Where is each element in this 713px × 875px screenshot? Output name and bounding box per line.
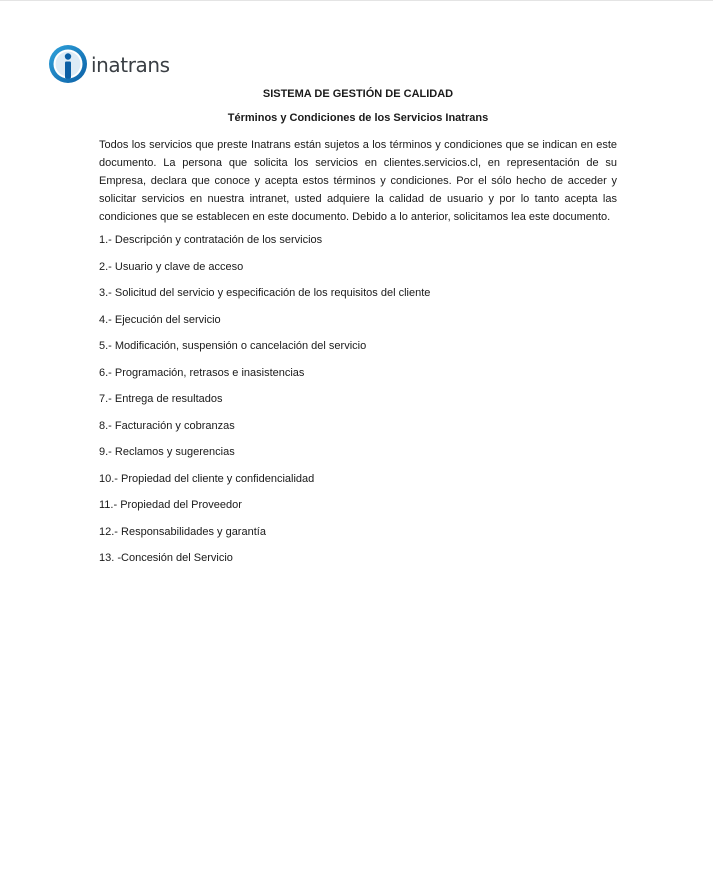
section-item: 4.- Ejecución del servicio — [99, 313, 221, 326]
section-item: 2.- Usuario y clave de acceso — [99, 260, 244, 273]
section-item: 5.- Modificación, suspensión o cancelación del servicio — [99, 340, 367, 352]
document-body — [99, 84, 617, 577]
section-item: 8.- Facturación y cobranzas — [99, 419, 235, 432]
section-item: 6.- Programación, retrasos e inasistencias — [99, 366, 305, 379]
inatrans-logo — [48, 42, 170, 86]
intro-paragraph: Todos los servicios que preste Inatrans están sujetos a los términos y condiciones que se indican en este documento. La persona que solicita los servicios en clientes.servicios.cl, en representación de su Empresa, declara que conoce y acepta estos términos y condiciones. Por el sólo hecho de acceder y solicitar servicios en nuestra intranet, usted adquiere la calidad de usuario y por lo tanto acepta las condiciones que se establecen en este documento. Debido a lo anterior, solicitamos lea este documento. — [99, 139, 617, 223]
inatrans-logo-icon — [48, 44, 88, 84]
section-item: 12.- Responsabilidades y garantía — [99, 525, 266, 538]
section-list — [99, 232, 617, 566]
section-item: 11.- Propiedad del Proveedor — [99, 499, 242, 511]
document-title: SISTEMA DE GESTIÓN DE CALIDAD — [262, 88, 454, 100]
logo-wordmark: inatrans — [91, 53, 170, 77]
section-item: 3.- Solicitud del servicio y especificación de los requisitos del cliente — [99, 287, 431, 299]
section-item: 7.- Entrega de resultados — [99, 393, 223, 405]
section-item: 13. -Concesión del Servicio — [99, 552, 233, 564]
top-divider — [0, 0, 713, 1]
section-item: 10.- Propiedad del cliente y confidencialidad — [99, 472, 315, 485]
section-item: 9.- Reclamos y sugerencias — [99, 446, 235, 458]
section-item: 1.- Descripción y contratación de los servicios — [99, 234, 323, 246]
document-subtitle: Términos y Condiciones de los Servicios Inatrans — [227, 112, 489, 124]
